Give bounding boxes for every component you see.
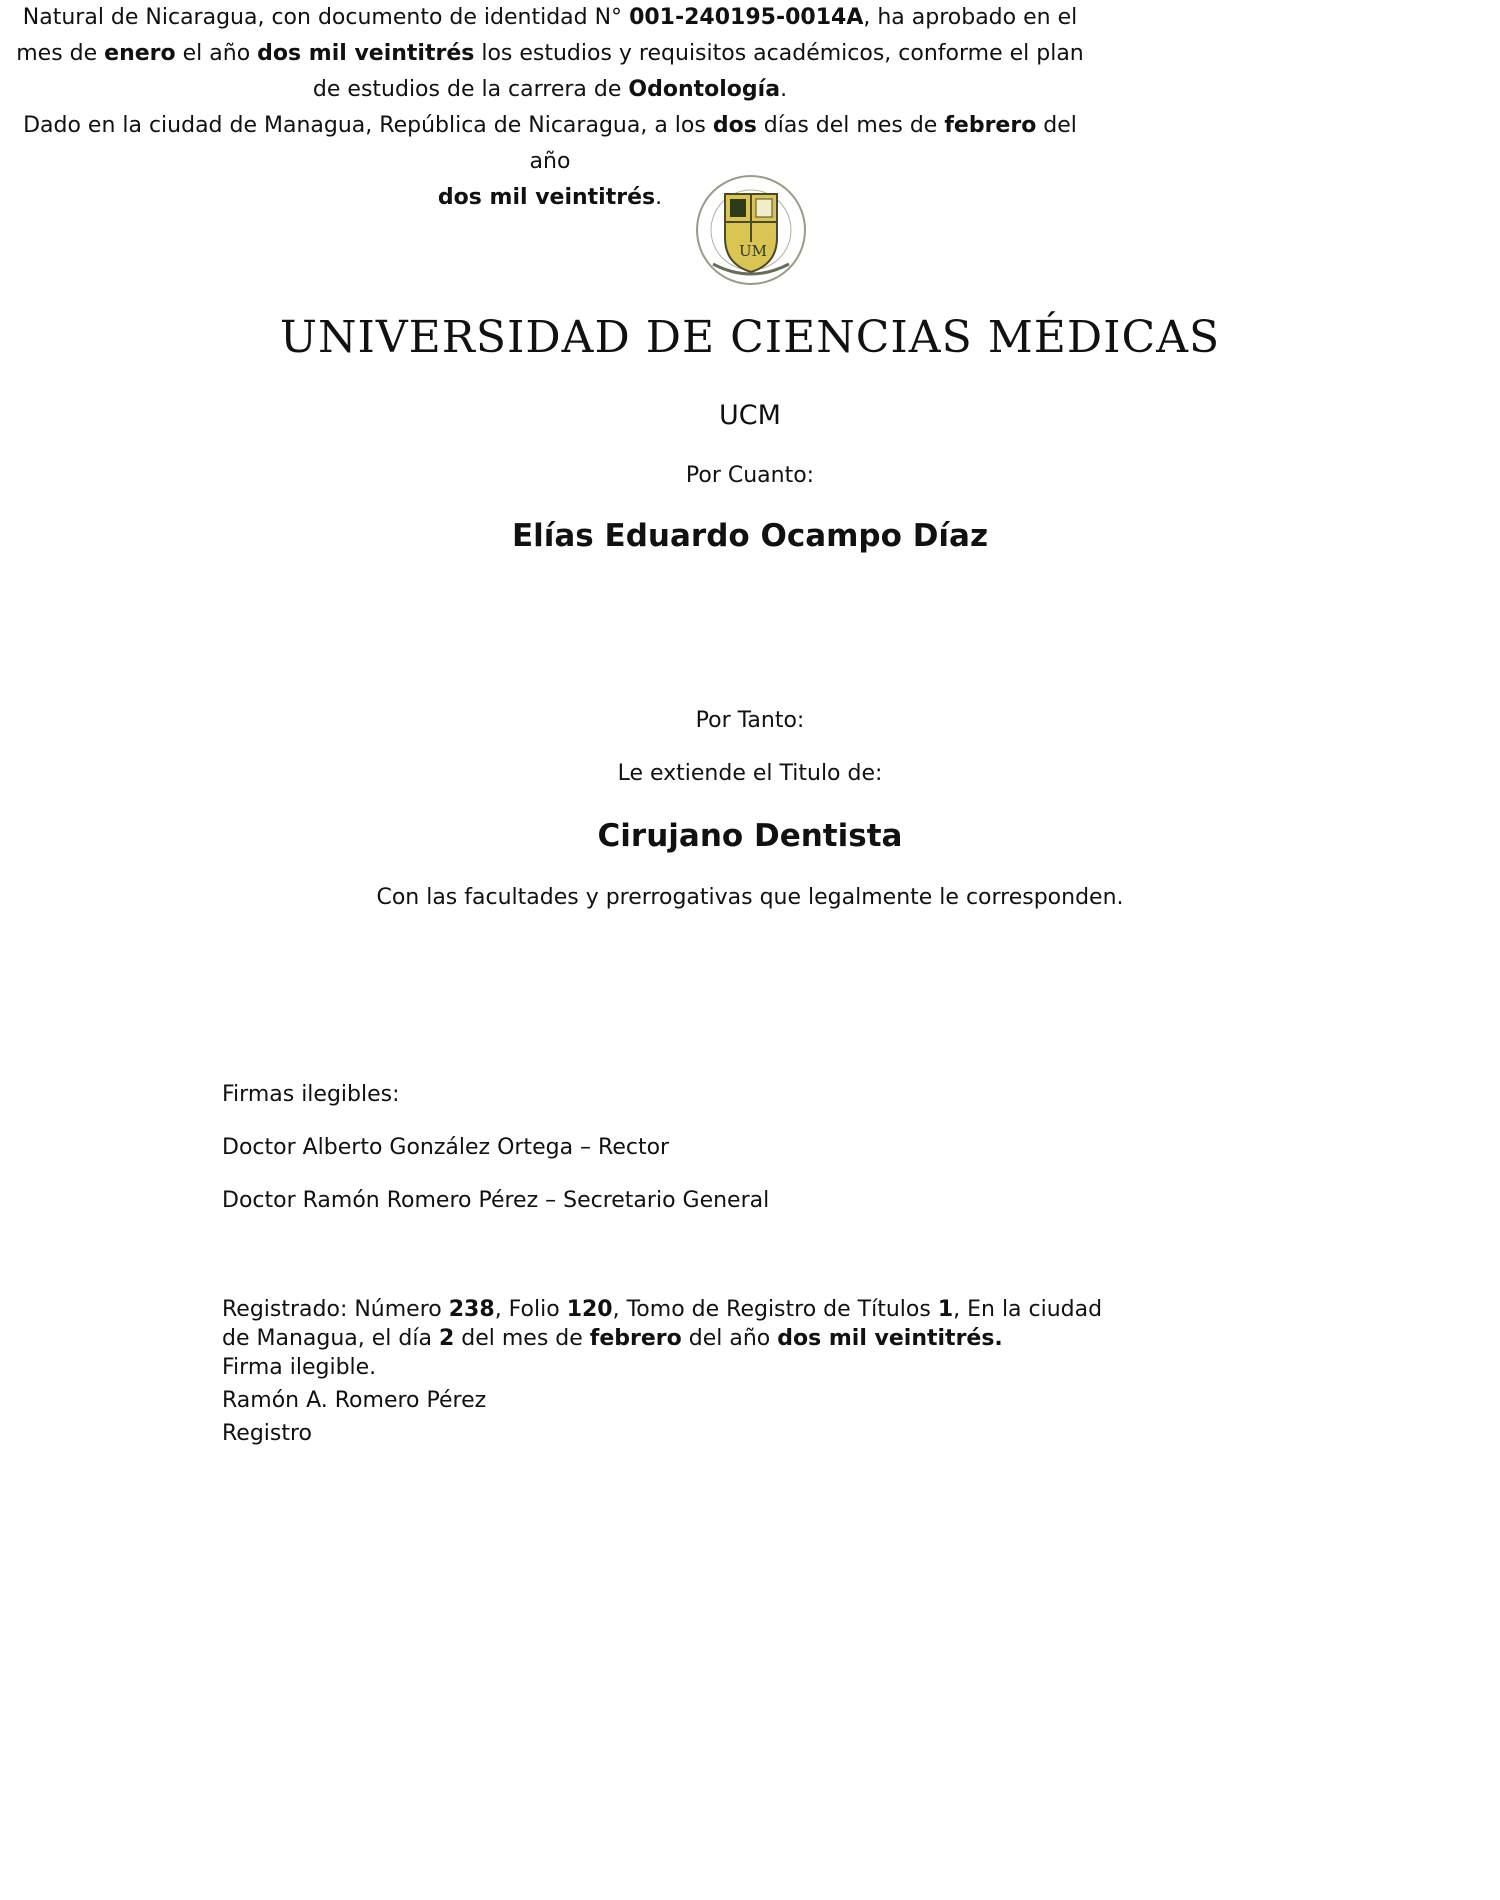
degree-title: Cirujano Dentista [597, 818, 903, 854]
registry-tomo: 1 [937, 1297, 954, 1322]
registry-day: 2 [438, 1326, 455, 1351]
dado-day: dos [712, 113, 757, 138]
registry-year: dos mil veintitrés. [777, 1326, 1003, 1351]
registry-firma: Firma ilegible. [222, 1355, 377, 1380]
p1-text-b: , ha aprobado en el mes de [16, 5, 1078, 66]
approval-month: enero [104, 41, 176, 66]
registry-block [222, 1295, 1122, 1448]
p1-text-a: Natural de Nicaragua, con documento de identidad N° [22, 5, 630, 30]
university-acronym: UCM [719, 400, 781, 431]
registry-text-a: Registrado: Número [222, 1297, 449, 1322]
approval-paragraph [0, 0, 1100, 108]
registry-text-d: , En la ciudad de Managua, el día [222, 1297, 1103, 1351]
por-cuanto-label: Por Cuanto: [685, 463, 815, 488]
dado-paragraph [0, 108, 1100, 216]
registry-month: febrero [589, 1326, 682, 1351]
seal-monogram: UM [739, 242, 768, 260]
approval-year: dos mil veintitrés [257, 41, 475, 66]
graduate-name: Elías Eduardo Ocampo Díaz [511, 518, 989, 554]
signatures-label: Firmas ilegibles: [222, 1082, 400, 1107]
por-tanto-label: Por Tanto: [695, 708, 805, 733]
registry-line [222, 1295, 1122, 1353]
career-name: Odontología [628, 77, 781, 102]
registry-text-f: del año [681, 1326, 778, 1351]
dado-year: dos mil veintitrés [437, 185, 656, 210]
p1-text-e: . [780, 77, 788, 102]
p1-text-d: los estudios y requisitos académicos, conforme el plan de estudios de la carrera de [312, 41, 1084, 102]
university-seal [695, 172, 807, 292]
registrar-name: Ramón A. Romero Pérez [222, 1388, 487, 1413]
extiende-label: Le extiende el Titulo de: [617, 761, 883, 786]
registry-office: Registro [222, 1421, 313, 1446]
secretary-signature: Doctor Ramón Romero Pérez – Secretario General [222, 1188, 770, 1213]
registry-folio: 120 [566, 1297, 613, 1322]
dado-text-b: días del mes de [756, 113, 945, 138]
dado-text-c: del año [529, 113, 1077, 174]
dado-month: febrero [944, 113, 1037, 138]
registry-text-b: , Folio [494, 1297, 567, 1322]
registry-text-e: del mes de [454, 1326, 590, 1351]
dado-text-a: Dado en la ciudad de Managua, República de Nicaragua, a los [23, 113, 713, 138]
university-title: UNIVERSIDAD DE CIENCIAS MÉDICAS [279, 312, 1221, 363]
dado-text-d: . [655, 185, 663, 210]
rector-signature: Doctor Alberto González Ortega – Rector [222, 1135, 670, 1160]
registry-number: 238 [448, 1297, 495, 1322]
id-number: 001-240195-0014A [629, 5, 864, 30]
facultades-text: Con las facultades y prerrogativas que legalmente le corresponden. [376, 885, 1124, 910]
registry-text-c: , Tomo de Registro de Títulos [612, 1297, 938, 1322]
p1-text-c: el año [175, 41, 258, 66]
